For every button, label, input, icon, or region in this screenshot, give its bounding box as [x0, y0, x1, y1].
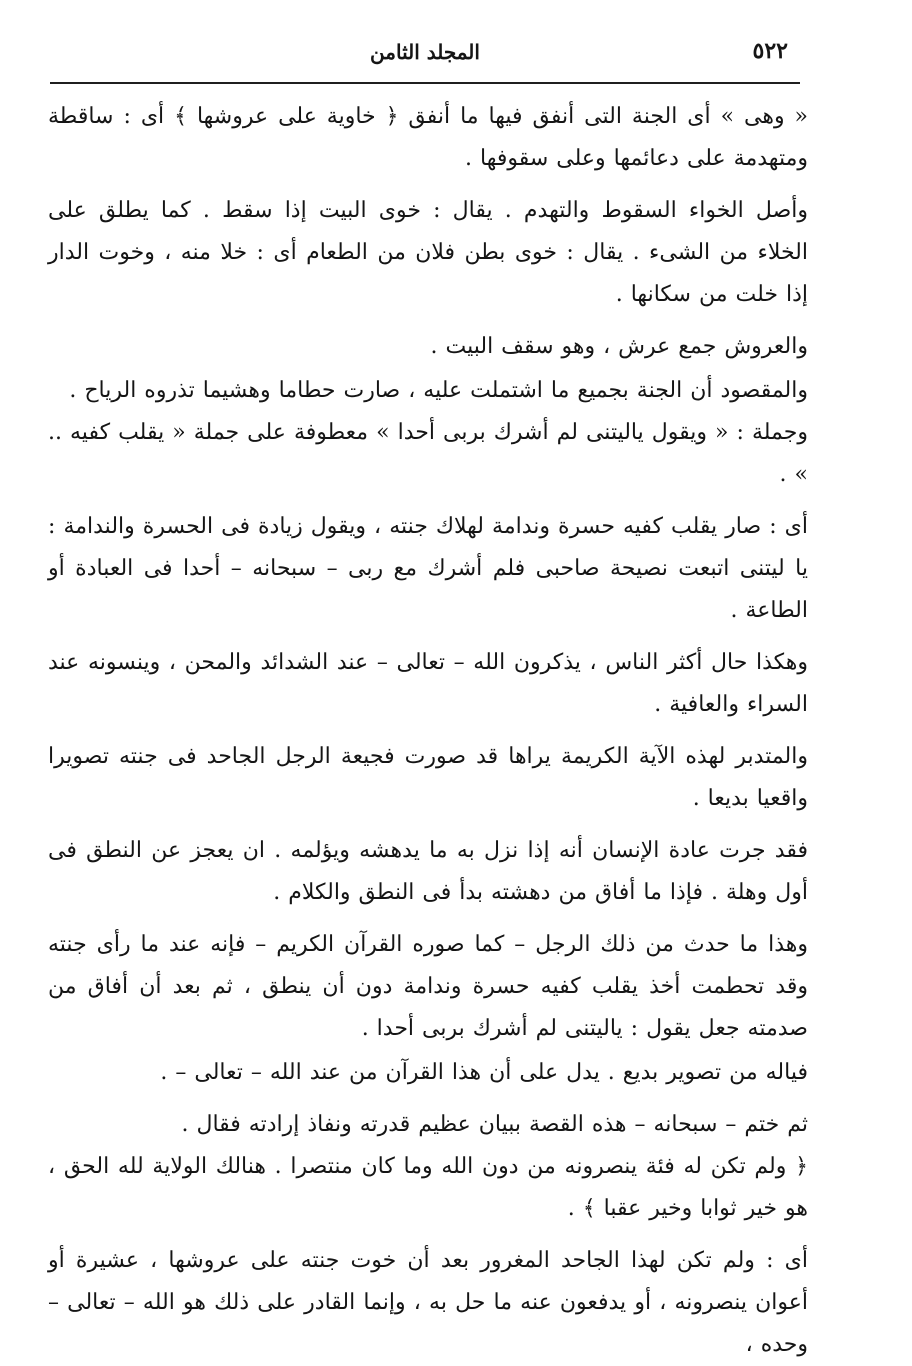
- paragraph-7: وهكذا حال أكثر الناس ، يذكرون الله – تعالى – عند الشدائد والمحن ، وينسونه عند السراء والعافية .: [48, 650, 808, 717]
- paragraph-4: والمقصود أن الجنة بجميع ما اشتملت عليه ، صارت حطاما وهشيما تذروه الرياح .: [69, 378, 808, 403]
- paragraph-11: فياله من تصوير بديع . يدل على أن هذا القرآن من عند الله – تعالى – .: [160, 1060, 808, 1085]
- paragraph-10: وهذا ما حدث من ذلك الرجل – كما صوره القرآن الكريم – فإنه عند ما رأى جنته وقد تحطمت أخذ يقلب كفيه حسرة وندامة دون أن ينطق ، ثم بعد أن أفاق من صدمته جعل يقول : ياليتنى لم أشرك بربى أحدا .: [48, 932, 808, 1041]
- paragraph-14: أى : ولم تكن لهذا الجاحد المغرور بعد أن خوت جنته على عروشها ، عشيرة أو أعوان ينصرونه ، أو يدفعون عنه ما حل به ، وإنما القادر على ذلك هو الله – تعالى – وحده ،: [48, 1248, 808, 1357]
- paragraph-8: والمتدبر لهذه الآية الكريمة يراها قد صورت فجيعة الرجل الجاحد فى جنته تصويرا واقعيا بديعا .: [48, 744, 808, 811]
- page-header: [50, 36, 800, 80]
- page-number: ٥٢٢: [752, 38, 788, 64]
- paragraph-1: « وهى » أى الجنة التى أنفق فيها ما أنفق ﴿ خاوية على عروشها ﴾ أى : ساقطة ومتهدمة على دعائمها وعلى سقوفها .: [48, 104, 808, 171]
- paragraph-5: وجملة : « ويقول ياليتنى لم أشرك بربى أحدا » معطوفة على جملة « يقلب كفيه .. » .: [48, 420, 808, 487]
- header-rule: [50, 82, 800, 84]
- paragraph-9: فقد جرت عادة الإنسان أنه إذا نزل به ما يدهشه ويؤلمه . ان يعجز عن النطق فى أول وهلة . فإذا ما أفاق من دهشته بدأ فى النطق والكلام .: [48, 838, 808, 905]
- paragraph-13: ﴿ ولم تكن له فئة ينصرونه من دون الله وما كان منتصرا . هنالك الولاية لله الحق ، هو خير ثوابا وخير عقبا ﴾ .: [48, 1154, 809, 1221]
- page-body: [48, 96, 808, 1366]
- paragraph-3: والعروش جمع عرش ، وهو سقف البيت .: [430, 334, 808, 359]
- running-title: المجلد الثامن: [370, 40, 480, 64]
- paragraph-12: ثم ختم – سبحانه – هذه القصة ببيان عظيم قدرته ونفاذ إرادته فقال .: [181, 1112, 808, 1137]
- paragraph-2: وأصل الخواء السقوط والتهدم . يقال : خوى البيت إذا سقط . كما يطلق على الخلاء من الشىء . يقال : خوى بطن فلان من الطعام أى : خلا منه ، وخوت الدار إذا خلت من سكانها .: [48, 198, 808, 307]
- paragraph-6: أى : صار يقلب كفيه حسرة وندامة لهلاك جنته ، ويقول زيادة فى الحسرة والندامة : يا ليتنى اتبعت نصيحة صاحبى فلم أشرك مع ربى – سبحانه – أحدا فى العبادة أو الطاعة .: [48, 514, 808, 623]
